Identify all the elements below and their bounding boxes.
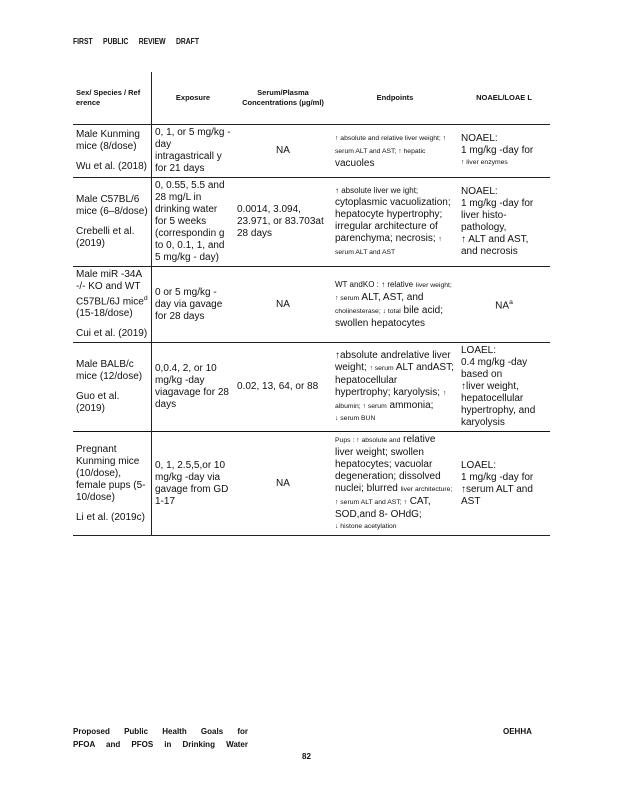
species-cell: Male Kunming mice (8/dose) Wu et al. (2018) (73, 125, 152, 178)
footer-title (73, 725, 248, 751)
endpoints-cell: ↑absolute andrelative liver weight; ↑ serum ALT andAST; hepatocellular hypertrophy; karyolysis; ↑ albumin; ↑ serum ammonia; ↓ serum BUN (332, 343, 458, 432)
header-noael: NOAEL/LOAE L (476, 93, 532, 102)
table-row (73, 267, 550, 343)
species-cell: Pregnant Kunming mice (10/dose), female pups (5-10/dose) Li et al. (2019c) (73, 432, 152, 536)
draft-header: FIRST PUBLIC REVIEW DRAFT (73, 37, 199, 46)
exposure-cell: 0, 0.55, 5.5 and 28 mg/L in drinking water for 5 weeks (correspondin g to 0, 0.1, 1, and 5 mg/kg - day) (152, 178, 235, 267)
table-row (73, 125, 550, 178)
header-sex-species: Sex/ Species / Ref erence (73, 72, 152, 125)
endpoints-cell: ↑ absolute liver we ight; cytoplasmic vacuolization; hepatocyte hypertrophy; irregular architecture of parenchyma; necrosis; ↑ serum ALT and AST (332, 178, 458, 267)
table-row (73, 432, 550, 536)
noael-cell: LOAEL: 0.4 mg/kg -day based on ↑liver weight, hepatocellular hypertrophy, and karyolysis (458, 343, 550, 432)
footer-org: OEHHA (503, 727, 532, 736)
exposure-cell: 0, 1, 2.5,5,or 10 mg/kg -day via gavage from GD 1-17 (152, 432, 235, 536)
table-header-row (73, 72, 550, 125)
serum-cell: 0.02, 13, 64, or 88 (234, 343, 332, 432)
noael-cell: NOAEL: 1 mg/kg -day for liver histo- pathology, ↑ ALT and AST, and necrosis (458, 178, 550, 267)
noael-cell: LOAEL: 1 mg/kg -day for ↑serum ALT and AST (458, 432, 550, 536)
endpoints-cell: WT andKO : ↑ relative liver weight; ↑ serum ALT, AST, and cholinesterase; ↓ total bile acid; swollen hepatocytes (332, 267, 458, 343)
endpoints-cell: ↑ absolute and relative liver weight; ↑ serum ALT and AST; ↑ hepatic vacuoles (332, 125, 458, 178)
footer-line-1: Proposed Public Health Goals for (73, 727, 248, 736)
noael-cell: NOAEL: 1 mg/kg -day for ↑ liver enzymes (458, 125, 550, 178)
serum-cell: 0.0014, 3.094, 23.971, or 83.703at 28 days (234, 178, 332, 267)
noael-cell: $NA^a$ (458, 267, 550, 343)
species-cell: Male miR -34A -/- KO and WT C57BL/6J mice$^d$ (15-18/dose) Cui et al. (2019) (73, 267, 152, 343)
header-serum: Serum/Plasma Concentrations (µg/ml) (242, 88, 324, 107)
species-cell: Male BALB/c mice (12/dose) Guo et al. (2019) (73, 343, 152, 432)
header-endpoints: Endpoints (376, 93, 414, 102)
footer-line-2: PFOA and PFOS in Drinking Water (73, 740, 248, 749)
table-row (73, 343, 550, 432)
exposure-cell: 0, 1, or 5 mg/kg -day intragastricall y for 21 days (152, 125, 235, 178)
toxicity-table (73, 72, 550, 536)
table-row (73, 178, 550, 267)
species-cell: Male C57BL/6 mice (6–8/dose) Crebelli et al. (2019) (73, 178, 152, 267)
serum-cell: NA (234, 432, 332, 536)
exposure-cell: 0 or 5 mg/kg - day via gavage for 28 days (152, 267, 235, 343)
page-number: 82 (302, 752, 311, 761)
serum-cell: NA (234, 125, 332, 178)
exposure-cell: 0,0.4, 2, or 10 mg/kg -day viagavage for 28 days (152, 343, 235, 432)
header-exposure: Exposure (175, 93, 211, 102)
endpoints-cell: Pups : ↑ absolute and relative liver weight; swollen hepatocytes; vacuolar degeneration; dissolved nuclei; blurred liver architecture; ↑ serum ALT and AST; ↑ CAT, SOD,and 8- OHdG; ↓ histone acetylation (332, 432, 458, 536)
serum-cell: NA (234, 267, 332, 343)
